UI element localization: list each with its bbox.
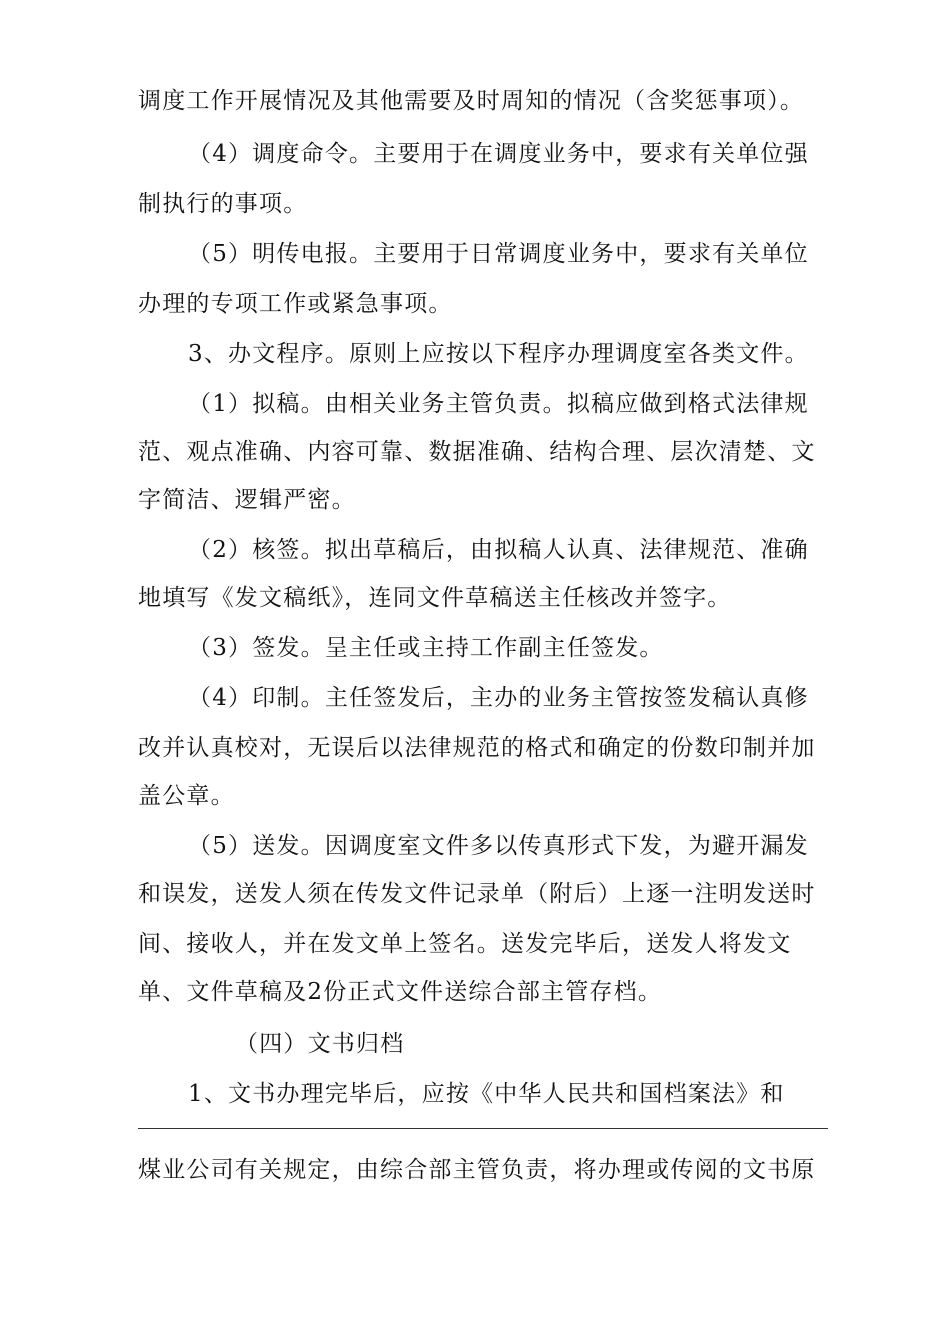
section-heading: （四）文书归档 <box>235 1031 405 1057</box>
text-line: （5）送发。因调度室文件多以传真形式下发，为避开漏发 <box>188 833 809 859</box>
text-line: 地填写《发文稿纸》，连同文件草稿送主任核改并签字。 <box>138 585 732 611</box>
text-line: 和误发，送发人须在传发文件记录单（附后）上逐一注明发送时 <box>138 881 816 907</box>
text-line: 3、办文程序。原则上应按以下程序办理调度室各类文件。 <box>188 341 809 367</box>
text-line: 办理的专项工作或紧急事项。 <box>138 291 453 317</box>
text-line: （1）拟稿。由相关业务主管负责。拟稿应做到格式法律规 <box>188 391 809 417</box>
text-line: 煤业公司有关规定，由综合部主管负责，将办理或传阅的文书原 <box>138 1157 816 1183</box>
text-line: 调度工作开展情况及其他需要及时周知的情况（含奖惩事项）。 <box>138 88 805 114</box>
text-line: 间、接收人，并在发文单上签名。送发完毕后，送发人将发文 <box>138 931 792 957</box>
text-line: 改并认真校对，无误后以法律规范的格式和确定的份数印制并加 <box>138 735 816 761</box>
text-line: （4）印制。主任签发后，主办的业务主管按签发稿认真修 <box>188 685 809 711</box>
page-divider <box>138 1128 828 1129</box>
text-line: 字简洁、逻辑严密。 <box>138 487 356 513</box>
text-line: （5）明传电报。主要用于日常调度业务中，要求有关单位 <box>188 241 809 267</box>
text-line: 制执行的事项。 <box>138 191 308 217</box>
text-line: 范、观点准确、内容可靠、数据准确、结构合理、层次清楚、文 <box>138 439 816 465</box>
text-line: （2）核签。拟出草稿后，由拟稿人认真、法律规范、准确 <box>188 537 809 563</box>
text-line: （3）签发。呈主任或主持工作副主任签发。 <box>188 635 664 661</box>
text-line: 单、文件草稿及2份正式文件送综合部主管存档。 <box>138 979 663 1005</box>
text-line: （4）调度命令。主要用于在调度业务中，要求有关单位强 <box>188 141 809 167</box>
text-line: 1、文书办理完毕后，应按《中华人民共和国档案法》和 <box>188 1081 785 1107</box>
text-line: 盖公章。 <box>138 783 235 809</box>
